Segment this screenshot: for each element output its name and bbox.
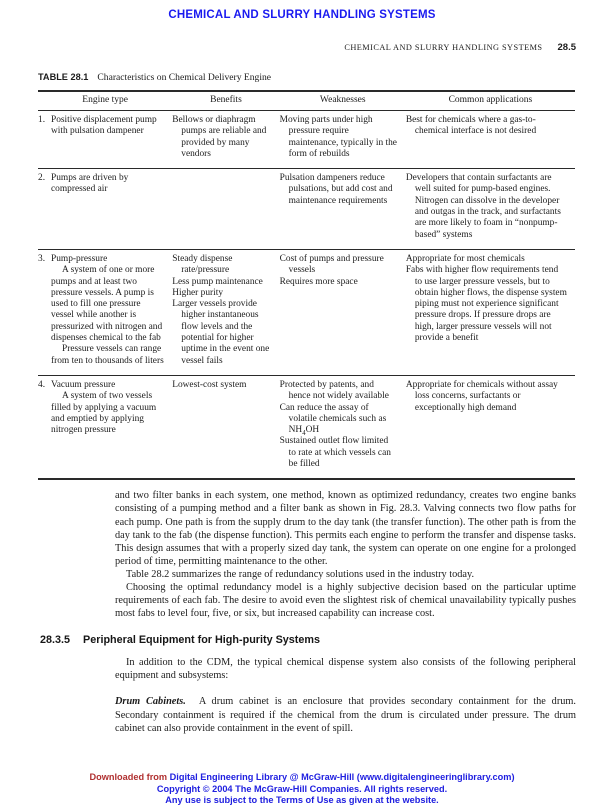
benefits-cell xyxy=(172,375,279,479)
downloaded-from-text: Downloaded from xyxy=(89,771,168,782)
body-text xyxy=(115,489,576,620)
engine-type-cell xyxy=(38,111,172,169)
benefit-item: Bellows or diaphragm pumps are reliable and provided by many vendors xyxy=(172,115,267,159)
section-intro-paragraph: In addition to the CDM, the typical chemical dispense system also consists of the following peripheral equipment and subsystems: xyxy=(115,657,576,682)
engine-type-paragraph: A system of two vessels filled by applying a vacuum and emptied by applying nitrogen pressure xyxy=(51,391,157,436)
benefit-item: Larger vessels provide higher instantaneous flow levels and the potential for higher uptime in the event one vessel fails xyxy=(172,299,270,366)
applications-cell xyxy=(406,375,575,479)
section-title: Peripheral Equipment for High-purity Systems xyxy=(83,634,321,647)
drum-cabinets-label: Drum Cabinets. xyxy=(115,696,186,708)
engine-type-paragraph: Pressure vessels can range from ten to thousands of liters xyxy=(51,344,164,366)
column-header-benefits: Benefits xyxy=(172,91,279,111)
applications-cell xyxy=(406,249,575,375)
running-head-title: CHEMICAL AND SLURRY HANDLING SYSTEMS xyxy=(344,43,543,52)
weakness-item-nh4oh: Can reduce the assay of volatile chemicals such as $NH_4OH$ xyxy=(279,402,387,437)
engine-type-paragraph: A system of one or more pumps and at least two pressure vessels. A pump is used to fill one pressure vessel while another is pressurized with nitrogen and dispenses chemical to the fab xyxy=(51,265,163,344)
running-head xyxy=(0,37,576,55)
table-row-3 xyxy=(38,249,575,375)
table-section xyxy=(38,72,575,480)
weakness-item: Sustained outlet flow limited to rate at which vessels can be filled xyxy=(279,436,391,470)
page-footer xyxy=(0,772,604,807)
table-header-row xyxy=(38,91,575,111)
benefits-cell xyxy=(172,249,279,375)
table-caption xyxy=(38,72,575,83)
engine-type-text: 1. Positive displacement pump with pulsation dampener xyxy=(38,115,157,137)
benefits-cell xyxy=(172,111,279,169)
weaknesses-cell xyxy=(280,375,406,479)
table-row-1 xyxy=(38,111,575,169)
table-label: TABLE 28.1 xyxy=(38,72,89,82)
section-number: 28.3.5 xyxy=(40,634,71,647)
benefit-item: Less pump maintenance xyxy=(172,276,263,287)
copyright-line: Copyright © 2004 The McGraw-Hill Companies. All rights reserved. xyxy=(156,783,448,794)
application-item: Best for chemicals where a gas-to-chemical interface is not desired xyxy=(405,115,537,137)
engine-type-text: 4. Vacuum pressure xyxy=(38,379,116,390)
body-paragraph-continuation: and two filter banks in each system, one method, known as optimized redundancy, creates two engine banks consisting of a pumping method and a filter bank as shown in Fig. 28.3. Valving connects two flow paths for each pump. One path is from the supply drum to the day tank (the transfer function). The other path is from the day tank to the fab (the dispense function). This permits each engine to perform the transfer and dispense tasks. This design assumes that with a properly sized day tank, the system can operate on one engine for a prolonged period of time, permitting maintenance to the other. xyxy=(115,490,576,567)
benefit-item: Lowest-cost system xyxy=(172,379,247,390)
application-item: Appropriate for most chemicals xyxy=(405,253,525,264)
body-paragraph: Choosing the optimal redundancy model is a highly subjective decision based on the particular uptime requirements of each fab. The desire to avoid even the slightest risk of chemical unavailability typically pushes most fabs to level four, five, or six, but increased capability can increase cost. xyxy=(115,581,576,620)
engine-type-cell xyxy=(38,169,172,250)
column-header-weaknesses: Weaknesses xyxy=(280,91,406,111)
benefits-cell xyxy=(172,169,279,250)
document-page xyxy=(0,9,604,806)
section-body-text xyxy=(115,656,576,734)
engine-type-cell xyxy=(38,375,172,479)
drum-cabinets-paragraph xyxy=(115,695,576,734)
weaknesses-cell xyxy=(280,169,406,250)
weakness-item: Cost of pumps and pressure vessels xyxy=(279,253,384,276)
weakness-item: Moving parts under high pressure require maintenance, typically in the form of rebuilds xyxy=(279,115,397,159)
table-row-2 xyxy=(38,169,575,250)
section-heading xyxy=(40,634,576,646)
chapter-title-link[interactable]: CHEMICAL AND SLURRY HANDLING SYSTEMS xyxy=(168,9,436,21)
applications-cell xyxy=(406,111,575,169)
benefit-item: Higher purity xyxy=(172,287,224,298)
weakness-item: Protected by patents, and hence not widely available xyxy=(279,379,389,402)
column-header-engine-type: Engine type xyxy=(38,91,172,111)
engine-type-text: 2. Pumps are driven by compressed air xyxy=(38,173,129,195)
weaknesses-cell xyxy=(280,249,406,375)
weakness-item: Pulsation dampeners reduce pulsations, but add cost and maintenance requirements xyxy=(279,173,393,206)
drum-cabinets-text: A drum cabinet is an enclosure that provides secondary containment for the drum. Secondary containment is required if the chemical from the drum is circulated under pressure. The drum cabinet can also provide containment in the event of spill. xyxy=(115,696,576,734)
column-header-common-applications: Common applications xyxy=(406,91,575,111)
weaknesses-cell xyxy=(280,111,406,169)
table-caption-text: Characteristics on Chemical Delivery Engine xyxy=(97,72,272,83)
engine-type-cell xyxy=(38,249,172,375)
library-url-text: Digital Engineering Library @ McGraw-Hill (www.digitalengineeringlibrary.com) xyxy=(169,771,515,782)
application-item: Developers that contain surfactants are well suited for pump-based engines. Nitrogen can dissolve in the developer and outgas in the track, and surfactants are more likely to foam in “nonpump-based” systems xyxy=(405,173,561,240)
download-source-link[interactable] xyxy=(0,772,604,784)
benefit-item: Steady dispense rate/pressure xyxy=(172,253,233,276)
body-paragraph: Table 28.2 summarizes the range of redundancy solutions used in the industry today. xyxy=(126,568,475,580)
application-item: Appropriate for chemicals without assay loss concerns, surfactants or exceptionally high demand xyxy=(405,379,558,413)
subscript-4: 4 xyxy=(302,430,306,437)
weakness-item: Requires more space xyxy=(279,276,358,287)
characteristics-table xyxy=(38,90,575,480)
terms-line: Any use is subject to the Terms of Use as given at the website. xyxy=(165,795,439,806)
engine-type-text: 3. Pump-pressure xyxy=(38,253,108,264)
application-item: Fabs with higher flow requirements tend to use larger pressure vessels, but to obtain higher flows, the dispense system piping must not experience significant pressure drops. If pressure drops are high, larger pressure vessels will not provide a benefit xyxy=(405,265,567,344)
page-number: 28.5 xyxy=(557,42,576,53)
applications-cell xyxy=(406,169,575,250)
table-row-4 xyxy=(38,375,575,479)
